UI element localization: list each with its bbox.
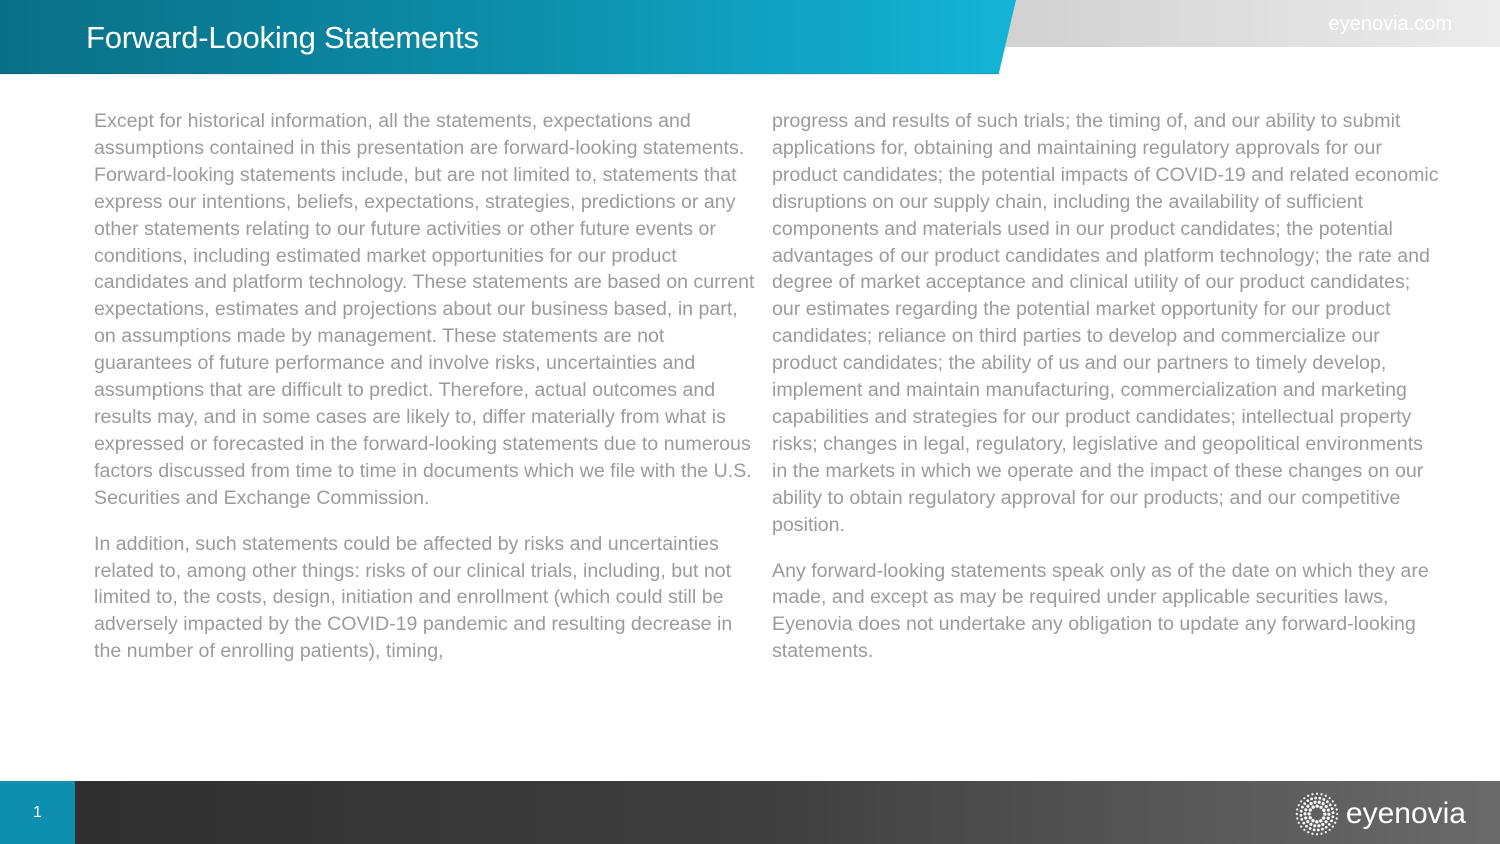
footer-bar xyxy=(0,781,1500,844)
site-url: eyenovia.com xyxy=(1328,13,1452,35)
logo-wordmark: eyenovia xyxy=(1345,797,1466,830)
eyenovia-logo xyxy=(1294,792,1466,836)
right-paragraph-1: progress and results of such trials; the timing of, and our ability to submit applications for, obtaining and maintaining regulatory approvals for our product candidates; the potential impacts of COVID-19 and related economic disruptions on our supply chain, including the availability of sufficient components and materials used in our product candidates; the potential advantages of our product candidates and platform technology; the rate and degree of market acceptance and clinical utility of our product candidates; our estimates regarding the potential market opportunity for our product candidates; reliance on third parties to develop and commercialize our product candidates; the ability of us and our partners to timely develop, implement and maintain manufacturing, commercialization and marketing capabilities and strategies for our product candidates; intellectual property risks; changes in legal, regulatory, legislative and geopolitical environments in the markets in which we operate and the impact of these changes on our ability to obtain regulatory approval for our products; and our competitive position. xyxy=(772,110,1439,536)
left-paragraph-2: In addition, such statements could be affected by risks and uncertainties related to, among other things: risks of our clinical trials, including, but not limited to, the costs, design, initiation and enrollment (which could still be adversely impacted by the COVID-19 pandemic and resulting decrease in the number of enrolling patients), timing, xyxy=(94,532,733,663)
right-paragraph-2: Any forward-looking statements speak only as of the date on which they are made, and except as may be required under applicable securities laws, Eyenovia does not undertake any obligation to update any forward-looking statements. xyxy=(772,559,1429,663)
page-title: Forward-Looking Statements xyxy=(86,20,479,55)
page-number: 1 xyxy=(33,804,42,821)
left-paragraph-1: Except for historical information, all the statements, expectations and assumptions contained in this presentation are forward-looking statements. Forward-looking statements include, but are not limited to, statements that express our intentions, beliefs, expectations, strategies, predictions or any other statements relating to our future activities or other future events or conditions, including estimated market opportunities for our product candidates and platform technology. These statements are based on current expectations, estimates and projections about our business based, in part, on assumptions made by management. These statements are not guarantees of future performance and involve risks, uncertainties and assumptions that are difficult to predict. Therefore, actual outcomes and results may, and in some cases are likely to, differ materially from what is expressed or forecasted in the forward-looking statements due to numerous factors discussed from time to time in documents which we file with the U.S. Securities and Exchange Commission. xyxy=(94,110,755,509)
left-text-column xyxy=(94,108,758,684)
right-text-column xyxy=(772,108,1440,684)
header-band-shadow xyxy=(0,73,1000,76)
dotted-starburst-icon xyxy=(1294,791,1340,837)
page-number-box xyxy=(0,781,75,844)
